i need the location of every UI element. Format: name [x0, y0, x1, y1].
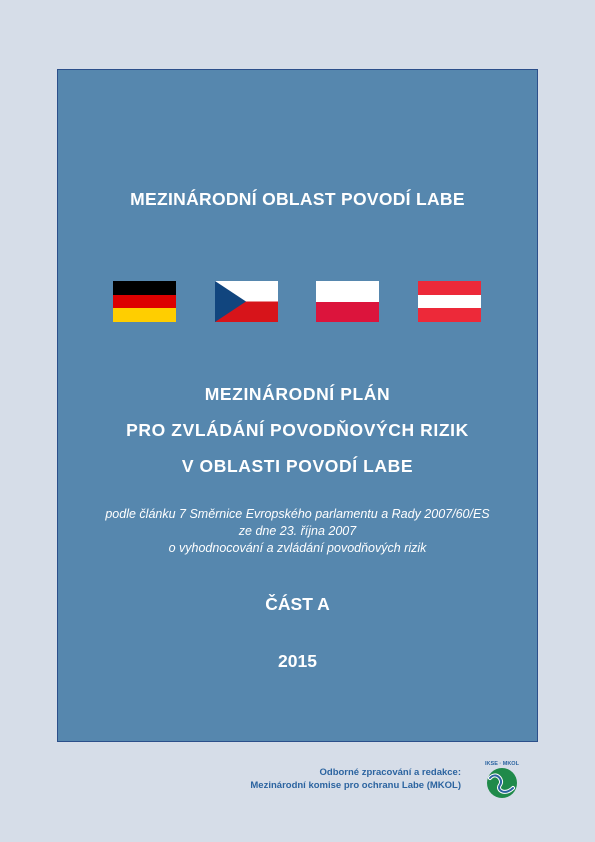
part-label: ČÁST A	[265, 594, 330, 614]
plan-title-line: V OBLASTI POVODÍ LABE	[181, 456, 414, 476]
logo-text: IKSE · MKOL	[485, 761, 519, 767]
subtitle-line: o vyhodnocování a zvládání povodňových rizik	[168, 541, 427, 555]
region-title: MEZINÁRODNÍ OBLAST POVODÍ LABE	[130, 189, 465, 209]
year-label: 2015	[278, 651, 317, 671]
plan-title	[58, 376, 537, 484]
plan-title-line: MEZINÁRODNÍ PLÁN	[204, 384, 391, 404]
credit-line-2: Mezinárodní komise pro ochranu Labe (MKOL)	[250, 780, 461, 791]
austria-flag-icon	[418, 281, 481, 322]
subtitle-line: podle článku 7 Směrnice Evropského parlamentu a Rady 2007/60/ES	[105, 507, 490, 521]
ikse-mkol-logo-icon	[479, 758, 525, 800]
plan-title-line: PRO ZVLÁDÁNÍ POVODŇOVÝCH RIZIK	[126, 420, 469, 440]
czech-flag-icon	[215, 281, 278, 322]
cover-panel	[57, 69, 538, 742]
legal-basis-subtitle	[58, 506, 537, 557]
poland-flag-icon	[316, 281, 379, 322]
credit-block	[250, 766, 461, 792]
credit-line-1: Odborné zpracování a redakce:	[319, 767, 461, 778]
germany-flag-icon	[113, 281, 176, 322]
subtitle-line: ze dne 23. října 2007	[238, 524, 357, 538]
flags-row	[58, 281, 537, 322]
